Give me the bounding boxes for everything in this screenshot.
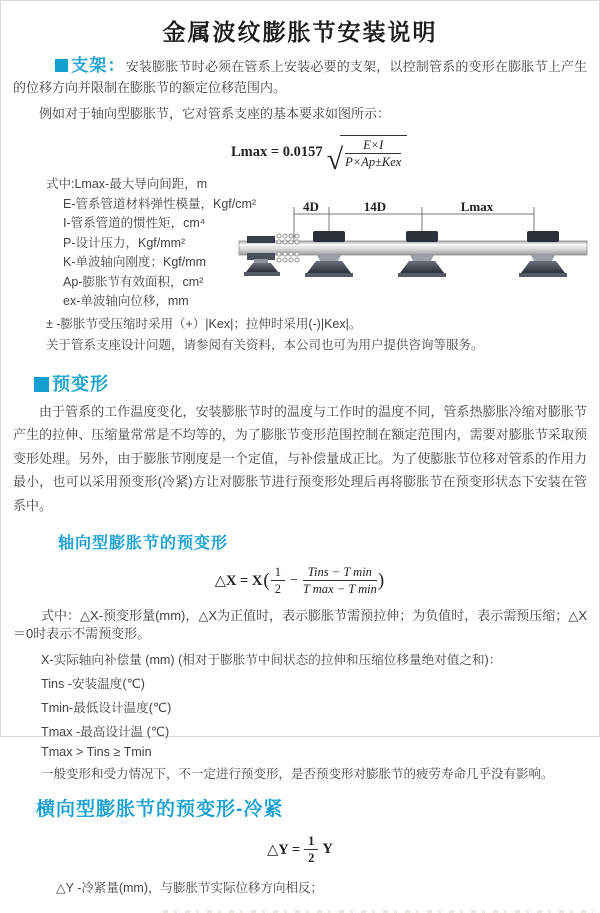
lateral-numerator: 1 (304, 834, 318, 850)
fraction-denominator: P×Ap±Kex (345, 155, 402, 169)
lateral-formula (13, 834, 587, 866)
predeform-heading-label: 预变形 (52, 373, 109, 394)
predeform-paragraph: 由于管系的工作温度变化，安装膨胀节时的温度与工作时的温度不同，管系热膨胀冷缩对膨胀节产生的拉伸、压缩量常常是不均等的，为了膨胀节变形范围控制在额定范围内，需要对膨胀节采取预变形处理。另外，由于膨胀节刚度是一个定值，与补偿量成正比。为了使膨胀节位移对管系的作用力最小，也可以采用预变形(冷紧)方让对膨胀节进行预变形处理后再将膨胀节在预变形状态下安装在管系中。 (13, 403, 587, 513)
dim-label-14d: 14D (363, 199, 387, 214)
temp-denominator: T max − T min (302, 582, 377, 597)
axial-variable-item: Tmax -最高设计温 (℃) (41, 724, 170, 739)
half-fraction (271, 565, 285, 597)
page-title: 金属波纹膨胀节安装说明 (162, 19, 438, 45)
cold-tightening-note: △Y -冷紧量(mm)，与膨胀节实际位移方向相反； (56, 880, 324, 895)
temperature-fraction (303, 565, 377, 597)
radicand (340, 135, 407, 170)
half-numerator: 1 (271, 565, 285, 581)
variables-and-diagram (13, 175, 587, 312)
axial-variable-item: Tins -安装温度(℃) (41, 676, 145, 691)
lmax-fraction (345, 138, 401, 170)
support-intro-text: 安装膨胀节时必须在管系上安装必要的支架，以控制管系的变形在膨胀节上产生的位移方向并限制在膨胀节的额定位移范围内。 (13, 59, 587, 95)
variable-item: ex-单波轴向位移，mm (63, 294, 189, 308)
support-closing-note: 关于管系支座设计问题，请参阅有关资料，本公司也可为用户提供咨询等服务。 (46, 337, 484, 352)
lmax-formula (231, 133, 587, 177)
axial-subheading: 轴向型膨胀节的预变形 (58, 535, 229, 552)
lmax-formula-lhs: Lmax = 0.0157 (231, 143, 323, 160)
axial-variable-item: Tmin-最低设计温度(℃) (41, 700, 172, 715)
axial-variable-item: X-实际轴向补偿量 (mm) (相对于膨胀节中间状态的拉伸和压缩位移量绝对值之和)： (41, 652, 502, 667)
open-paren: ( (263, 569, 270, 591)
sqrt-radical (326, 135, 408, 177)
support-heading-label: 支架： (71, 56, 126, 75)
radical-sign: √ (326, 143, 344, 177)
minus-operator: − (289, 572, 298, 588)
axial-formula (13, 565, 587, 597)
lateral-formula-rhs: Y (322, 841, 333, 858)
temp-numerator: Tins − T min (303, 565, 377, 581)
variable-item: 式中:Lmax-最大导向间距，m (46, 177, 208, 191)
variable-item: K-单波轴向刚度；Kgf/mm (63, 255, 207, 269)
predeform-section-heading (34, 370, 587, 396)
fraction-numerator: E×I (345, 138, 401, 154)
variable-item: I-管系管道的惯性矩，cm⁴ (63, 216, 206, 230)
section-square-icon (34, 377, 49, 392)
variable-item: E-管系管道材料弹性模量，Kgf/cm² (63, 196, 257, 211)
lateral-subheading: 横向型膨胀节的预变形-冷紧 (36, 798, 284, 820)
axial-formula-lhs: △X = X (214, 572, 263, 589)
lateral-formula-lhs: △Y = (267, 841, 301, 858)
general-note: 一般变形和受力情况下，不一定进行预变形，是否预变形对膨胀节的疲劳寿命几乎没有影响。 (41, 766, 554, 781)
support-paragraph (13, 55, 587, 98)
half-denominator: 2 (274, 582, 281, 597)
example-paragraph: 例如对于轴向型膨胀节，它对管系支座的基本要求如图所示： (39, 106, 391, 121)
plusminus-note: ± -膨胀节受压缩时采用（+）|Kex|；拉伸时采用(-)|Kex|。 (46, 316, 362, 331)
axial-variable-item: Tmax > Tins ≥ Tmin (41, 744, 152, 759)
clipped-text-artifact (163, 910, 593, 913)
axial-variable-list (13, 649, 587, 759)
dim-label-lmax: Lmax (460, 199, 494, 214)
close-paren: ) (377, 569, 385, 591)
axial-explanation: 式中：△X-预变形量(mm)，△X为正值时，表示膨胀节需预拉伸；为负值时，表示需预压缩；△X＝0时表示不需预变形。 (13, 607, 587, 642)
anchor-support (244, 236, 280, 276)
lateral-denominator: 2 (308, 851, 315, 866)
dim-label-4d: 4D (303, 199, 319, 214)
variable-item: P-设计压力，Kgf/mm² (63, 235, 186, 250)
pipe-support-diagram (237, 201, 589, 281)
section-square-icon (55, 59, 68, 72)
variable-item: Ap-膨胀节有效面积，cm² (63, 274, 204, 289)
lateral-half-fraction (304, 834, 318, 866)
support-section-heading (55, 56, 126, 75)
